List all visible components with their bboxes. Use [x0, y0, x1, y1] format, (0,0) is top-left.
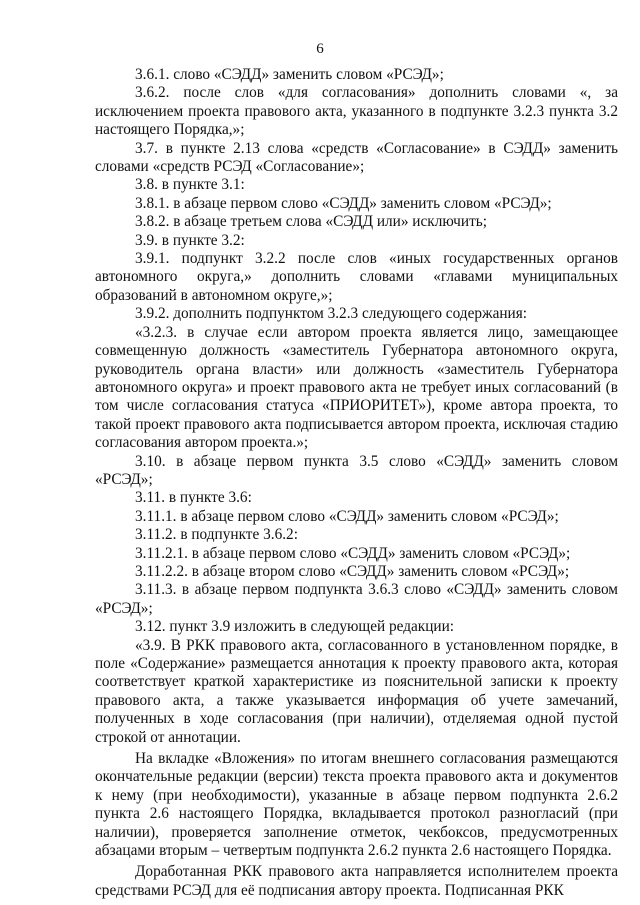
page-number: 6 — [316, 41, 324, 57]
paragraph: 3.8.1. в абзаце первом слово «СЭДД» заменить словом «РСЭД»; — [135, 194, 552, 212]
paragraph: 3.11.1. в абзаце первом слово «СЭДД» заменить словом «РСЭД»; — [135, 507, 559, 525]
paragraph: 3.9.1. подпункт 3.2.2 после слов «иных государственных органов автономного округа,» дополнить словами «главами муниципальных образований в автономном округе,»; — [95, 250, 618, 304]
paragraph: 3.11.2.2. в абзаце втором слово «СЭДД» заменить словом «РСЭД»; — [135, 562, 570, 580]
paragraph: 3.9. в пункте 3.2: — [135, 231, 245, 249]
document-body — [95, 66, 618, 900]
paragraph: 3.11.2.1. в абзаце первом слово «СЭДД» заменить словом «РСЭД»; — [135, 544, 571, 562]
paragraph: 3.6.1. слово «СЭДД» заменить словом «РСЭД»; — [135, 66, 444, 83]
paragraph: 3.7. в пункте 2.13 слова «средств «Согласование» в СЭДД» заменить словами «средств РСЭД «Согласование»; — [95, 139, 618, 176]
quoted-paragraph: «3.2.3. в случае если автором проекта является лицо, замещающее совмещенную должность «заместитель Губернатора автономного округа, руководитель органа власти» или должность «заместитель Губернатора автономного округа» и проект правового акта не требует иных согласований (в том числе согласования статуса «ПРИОРИТЕТ»), кроме автора проекта, то такой проект правового акта подписывается автором проекта, исключая стадию согласования автором проекта.»; — [95, 323, 618, 452]
quoted-paragraph: Доработанная РКК правового акта направляется исполнителем проекта средствами РСЭД для её подписания автору проекта. Подписанная РКК — [95, 863, 618, 899]
paragraph: 3.10. в абзаце первом пункта 3.5 слово «СЭДД» заменить словом «РСЭД»; — [95, 452, 618, 488]
paragraph: 3.6.2. после слов «для согласования» дополнить словами «, за исключением проекта правового акта, указанного в подпункте 3.2.3 пункта 3.2 настоящего Порядка,»; — [95, 84, 618, 139]
paragraph: 3.12. пункт 3.9 изложить в следующей редакции: — [135, 618, 455, 636]
quoted-paragraph: На вкладке «Вложения» по итогам внешнего согласования размещаются окончательные редакции (версии) текста проекта правового акта и документов к нему (при необходимости), указанные в абзаце первом подпункта 2.6.2 пункта 2.6 настоящего Порядка, вкладывается протокол разногласий (при наличии), проверяется заполнение отметок, чекбоксов, предусмотренных абзацами вторым – четвертым подпункта 2.6.2 пункта 2.6 настоящего Порядка. — [95, 750, 618, 860]
paragraph: 3.11. в пункте 3.6: — [135, 489, 252, 507]
paragraph: 3.9.2. дополнить подпунктом 3.2.3 следующего содержания: — [135, 305, 528, 323]
quoted-paragraph: «3.9. В РКК правового акта, согласованного в установленном порядке, в поле «Содержание» размещается аннотация к проекту правового акта, которая соответствует краткой характеристике из пояснительной записки к проекту правового акта, а также указывается информация об учете замечаний, полученных в ходе согласования (при наличии), отделяемая одной пустой строкой от аннотации. — [95, 636, 618, 746]
paragraph: 3.8. в пункте 3.1: — [135, 176, 245, 194]
paragraph: 3.11.2. в подпункте 3.6.2: — [135, 526, 298, 544]
paragraph: 3.11.3. в абзаце первом подпункта 3.6.3 слово «СЭДД» заменить словом «РСЭД»; — [95, 581, 618, 617]
paragraph: 3.8.2. в абзаце третьем слова «СЭДД или» исключить; — [135, 213, 487, 231]
